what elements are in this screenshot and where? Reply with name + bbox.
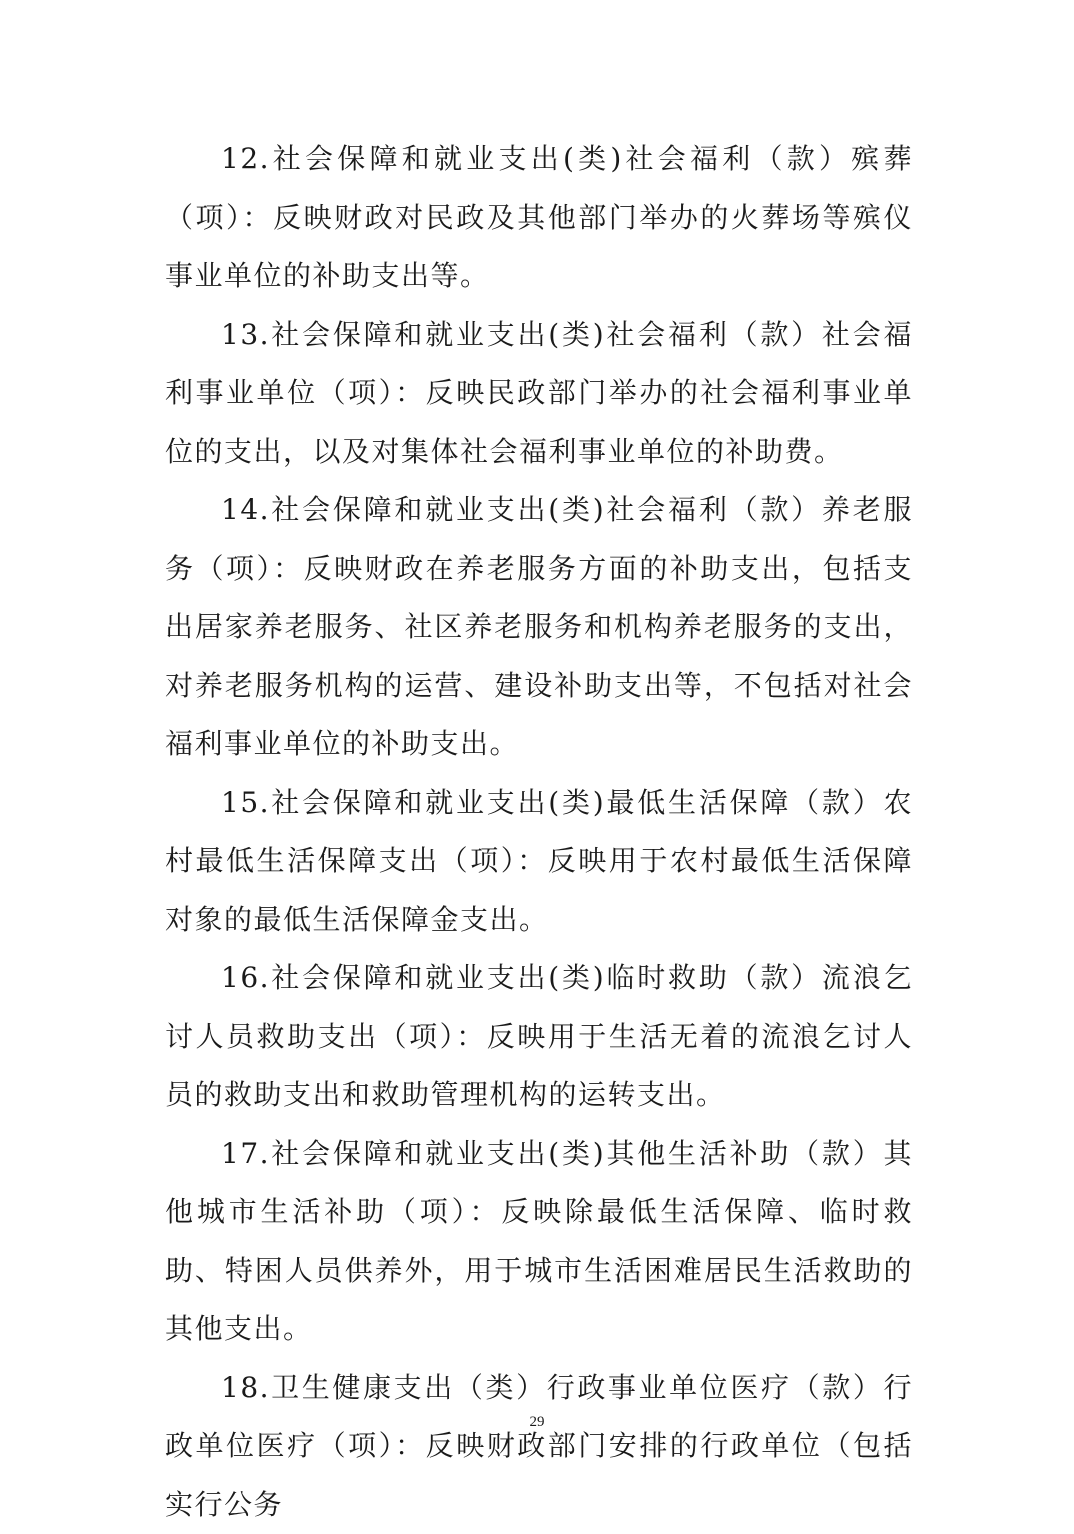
paragraph-item-17: 17.社会保障和就业支出(类)其他生活补助（款）其他城市生活补助（项）：反映除最低生活保障、临时救助、特困人员供养外，用于城市生活困难居民生活救助的其他支出。 [165,1125,913,1359]
document-body [165,130,913,1534]
paragraph-item-18: 18.卫生健康支出（类）行政事业单位医疗（款）行政单位医疗（项）：反映财政部门安排的行政单位（包括实行公务 [165,1359,913,1534]
paragraph-item-15: 15.社会保障和就业支出(类)最低生活保障（款）农村最低生活保障支出（项）：反映用于农村最低生活保障对象的最低生活保障金支出。 [165,774,913,950]
paragraph-item-14: 14.社会保障和就业支出(类)社会福利（款）养老服务（项）：反映财政在养老服务方面的补助支出，包括支出居家养老服务、社区养老服务和机构养老服务的支出，对养老服务机构的运营、建设补助支出等，不包括对社会福利事业单位的补助支出。 [165,481,913,774]
paragraph-item-13: 13.社会保障和就业支出(类)社会福利（款）社会福利事业单位（项）：反映民政部门举办的社会福利事业单位的支出，以及对集体社会福利事业单位的补助费。 [165,306,913,482]
paragraph-item-16: 16.社会保障和就业支出(类)临时救助（款）流浪乞讨人员救助支出（项）：反映用于生活无着的流浪乞讨人员的救助支出和救助管理机构的运转支出。 [165,949,913,1125]
paragraph-item-12: 12.社会保障和就业支出(类)社会福利（款）殡葬（项）：反映财政对民政及其他部门举办的火葬场等殡仪事业单位的补助支出等。 [165,130,913,306]
page-number: 29 [0,1414,1074,1431]
